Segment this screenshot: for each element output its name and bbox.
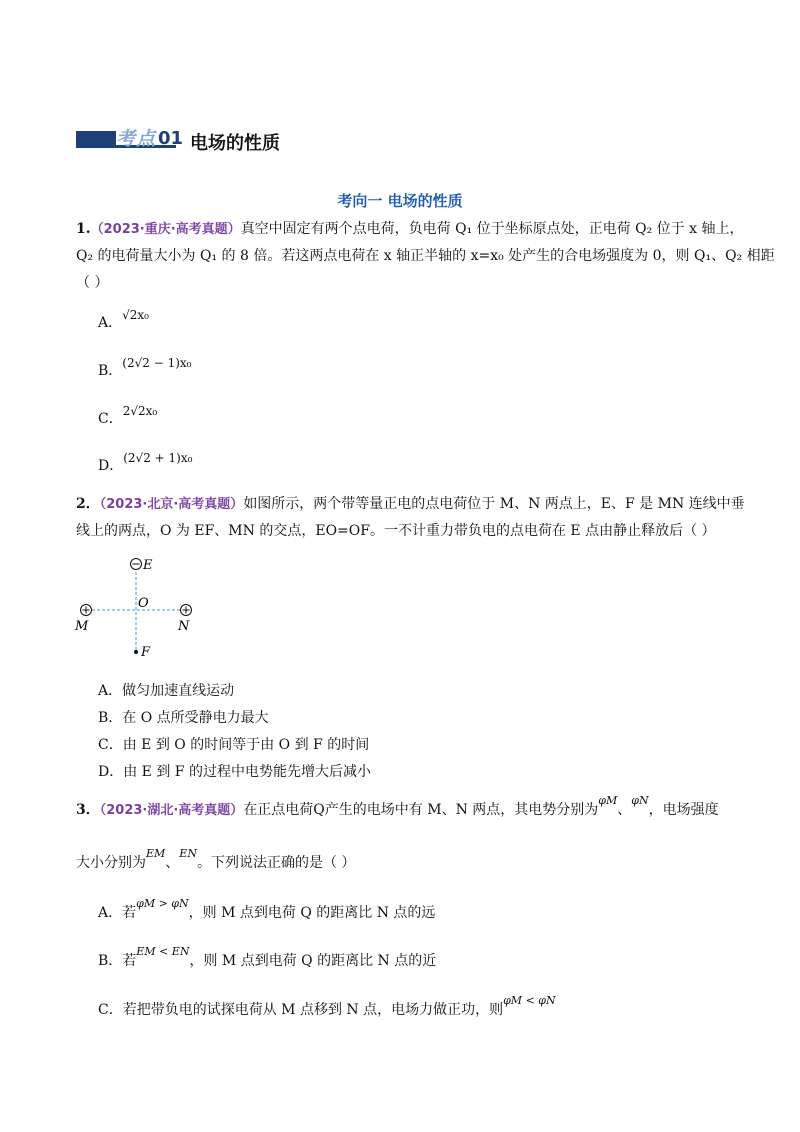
- option-pre: 若: [122, 905, 137, 921]
- q2-option-b[interactable]: [98, 707, 269, 727]
- q2-line1: [76, 494, 745, 515]
- e-n: EN: [179, 847, 197, 860]
- label-o: O: [138, 596, 149, 611]
- q1-text-line1: 真空中固定有两个点电荷，负电荷 Q₁ 位于坐标原点处，正电荷 Q₂ 位于 x 轴上，: [240, 221, 744, 237]
- q3-tag: （2023·湖北·高考真题）: [99, 803, 244, 818]
- option-label: A．: [98, 905, 123, 921]
- q3-line1: [76, 794, 719, 821]
- q3-text-line2a: 大小分别为: [76, 855, 146, 871]
- positive-charge-n-icon: [181, 605, 192, 616]
- option-pre: 若: [122, 953, 137, 969]
- q3-option-a[interactable]: [98, 897, 436, 922]
- phi-m: φM: [598, 794, 618, 807]
- option-text: 做匀加速直线运动: [122, 683, 235, 699]
- option-expr: (2√2 − 1)x₀: [122, 356, 192, 370]
- q1-option-d[interactable]: [98, 451, 193, 475]
- option-label: C．: [98, 1002, 123, 1018]
- option-label: D．: [98, 458, 124, 474]
- label-e: E: [143, 558, 153, 573]
- option-text: 由 E 到 O 的时间等于由 O 到 F 的时间: [122, 737, 370, 753]
- q1-text-line2: Q₂ 的电荷量大小为 Q₁ 的 8 倍。若这两点电荷在 x 轴正半轴的 x=x₀ 处产生的合电场强度为 0，则 Q₁、Q₂ 相距: [76, 248, 775, 264]
- label-f: F: [141, 645, 151, 660]
- option-label: B．: [98, 953, 123, 969]
- q3-option-c[interactable]: [98, 994, 556, 1019]
- q2-option-d[interactable]: [98, 761, 371, 781]
- q1-line1: [76, 219, 743, 240]
- option-label: C．: [98, 737, 123, 753]
- q3-number: 3．: [76, 802, 100, 818]
- q3-text-line1b: ，电场强度: [648, 802, 719, 818]
- section-badge: 考点: [116, 128, 157, 150]
- section-title: 电场的性质: [190, 133, 280, 154]
- q2-option-c[interactable]: [98, 734, 369, 754]
- q3-line2: [76, 847, 356, 874]
- q3-option-b[interactable]: [98, 945, 437, 970]
- option-label: D．: [98, 764, 124, 780]
- option-label: B．: [98, 363, 123, 379]
- positive-charge-m-icon: [81, 605, 92, 616]
- q2-tag: （2023·北京·高考真题）: [99, 497, 244, 512]
- option-post: ，则 M 点到电荷 Q 的距离比 N 点的近: [189, 953, 437, 969]
- separator: 、: [617, 802, 632, 818]
- phi-n: φN: [631, 794, 649, 807]
- q1-tag: （2023·重庆·高考真题）: [90, 222, 241, 237]
- section-number: 01: [158, 128, 184, 149]
- q3-text-line1a: 在正点电荷Q产生的电场中有 M、N 两点，其电势分别为: [243, 802, 599, 818]
- q1-option-c[interactable]: [98, 404, 158, 428]
- q1-number: 1.: [76, 221, 91, 237]
- q2-option-a[interactable]: [98, 680, 234, 700]
- q1-text-line3: （ ）: [76, 275, 109, 291]
- label-m: M: [75, 619, 89, 634]
- q2-number: 2．: [76, 496, 100, 512]
- subheading: 考向一 电场的性质: [337, 192, 463, 210]
- section-bar-decoration: [76, 131, 116, 145]
- option-text: 在 O 点所受静电力最大: [122, 710, 269, 726]
- label-n: N: [178, 619, 190, 634]
- option-label: C．: [98, 411, 123, 427]
- option-expr: φM < φN: [503, 994, 556, 1007]
- q2-text-line2: 线上的两点，O 为 EF、MN 的交点，EO=OF。一不计重力带负电的点电荷在 E 点由静止释放后（ ）: [76, 523, 716, 539]
- q3-text-line2b: 。下列说法正确的是（ ）: [196, 855, 356, 871]
- option-label: A．: [98, 315, 123, 331]
- option-expr: √2x₀: [122, 308, 149, 322]
- q1-option-b[interactable]: [98, 356, 192, 380]
- option-expr: 2√2x₀: [122, 404, 158, 418]
- q2-text-line1: 如图所示，两个带等量正电的点电荷位于 M、N 两点上，E、F 是 MN 连线中垂: [243, 496, 745, 512]
- option-pre: 若把带负电的试探电荷从 M 点移到 N 点，电场力做正功，则: [122, 1002, 504, 1018]
- option-text: 由 E 到 F 的过程中电势能先增大后减小: [123, 764, 371, 780]
- option-expr: EM < EN: [136, 945, 190, 958]
- e-m: EM: [146, 847, 166, 860]
- q2-figure: [70, 548, 210, 668]
- option-expr: φM > φN: [136, 897, 189, 910]
- point-f-dot: [134, 650, 138, 654]
- option-label: B．: [98, 710, 123, 726]
- negative-charge-icon: [131, 559, 142, 570]
- q1-option-a[interactable]: [98, 308, 149, 332]
- option-label: A．: [98, 683, 123, 699]
- separator: 、: [165, 855, 180, 871]
- option-expr: (2√2 + 1)x₀: [123, 451, 193, 465]
- option-post: ，则 M 点到电荷 Q 的距离比 N 点的远: [188, 905, 436, 921]
